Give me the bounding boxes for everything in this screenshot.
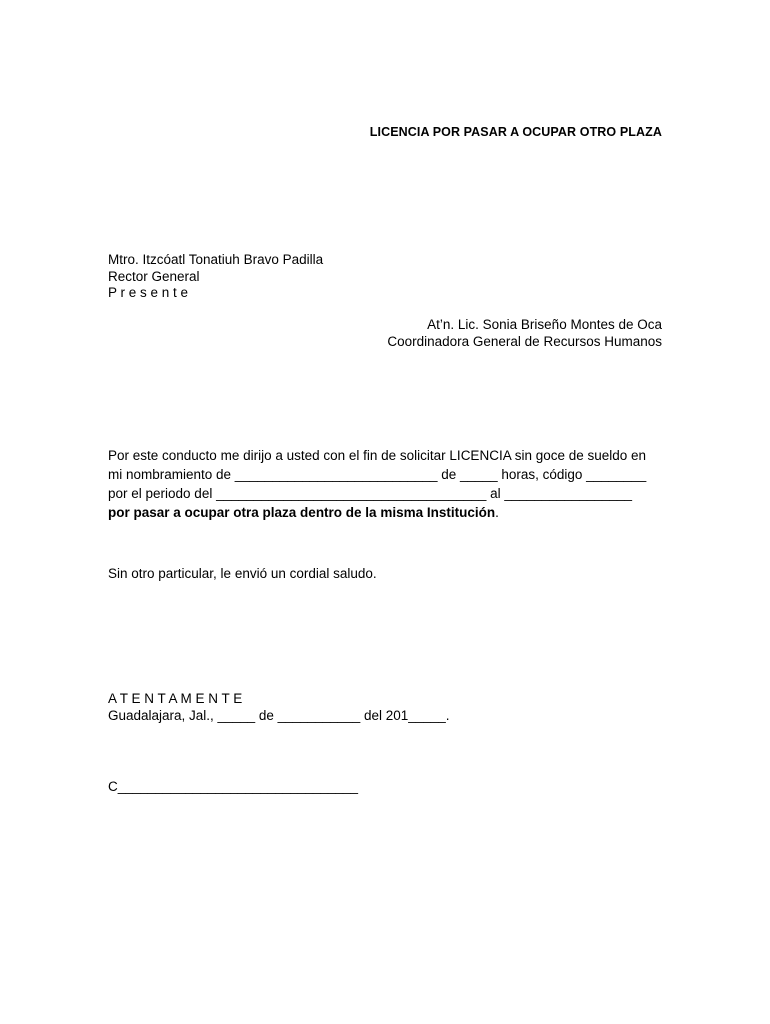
attention-block [387,317,662,350]
attention-recipient: At’n. Lic. Sonia Briseño Montes de Oca [427,317,662,332]
document-title: LICENCIA POR PASAR A OCUPAR OTRO PLAZA [369,125,662,139]
presente-label: P r e s e n t e [108,285,189,300]
body-line-4-bold: por pasar a ocupar otra plaza dentro de la misma Institución [108,505,496,520]
attention-role: Coordinadora General de Recursos Humanos [387,333,662,349]
body-line-4-end: . [495,505,499,520]
body-line-2-text: mi nombramiento de ___________________________ de _____ horas, código ________ [108,467,647,482]
place-date-line: Guadalajara, Jal., _____ de ___________ del 201_____. [108,707,450,723]
body-paragraph [108,446,662,522]
body-line-1-text: Por este conducto me dirijo a usted con el fin de solicitar LICENCIA sin goce de sueldo en [108,448,647,463]
addressee-block [108,252,323,302]
body-line-3 [108,484,662,503]
body-line-1 [108,446,662,465]
addressee-name: Mtro. Itzcóatl Tonatiuh Bravo Padilla [108,252,324,267]
body-line-3-text: por el periodo del ____________________________________ al _________________ [108,486,633,501]
signoff-block [108,691,450,724]
body-line-4 [108,503,662,522]
body-line-2 [108,465,662,484]
signature-line: C________________________________ [108,779,359,794]
addressee-position: Rector General [108,268,200,284]
closing-line: Sin otro particular, le envió un cordial saludo. [108,566,377,581]
atentamente-label: A T E N T A M E N T E [108,691,243,706]
